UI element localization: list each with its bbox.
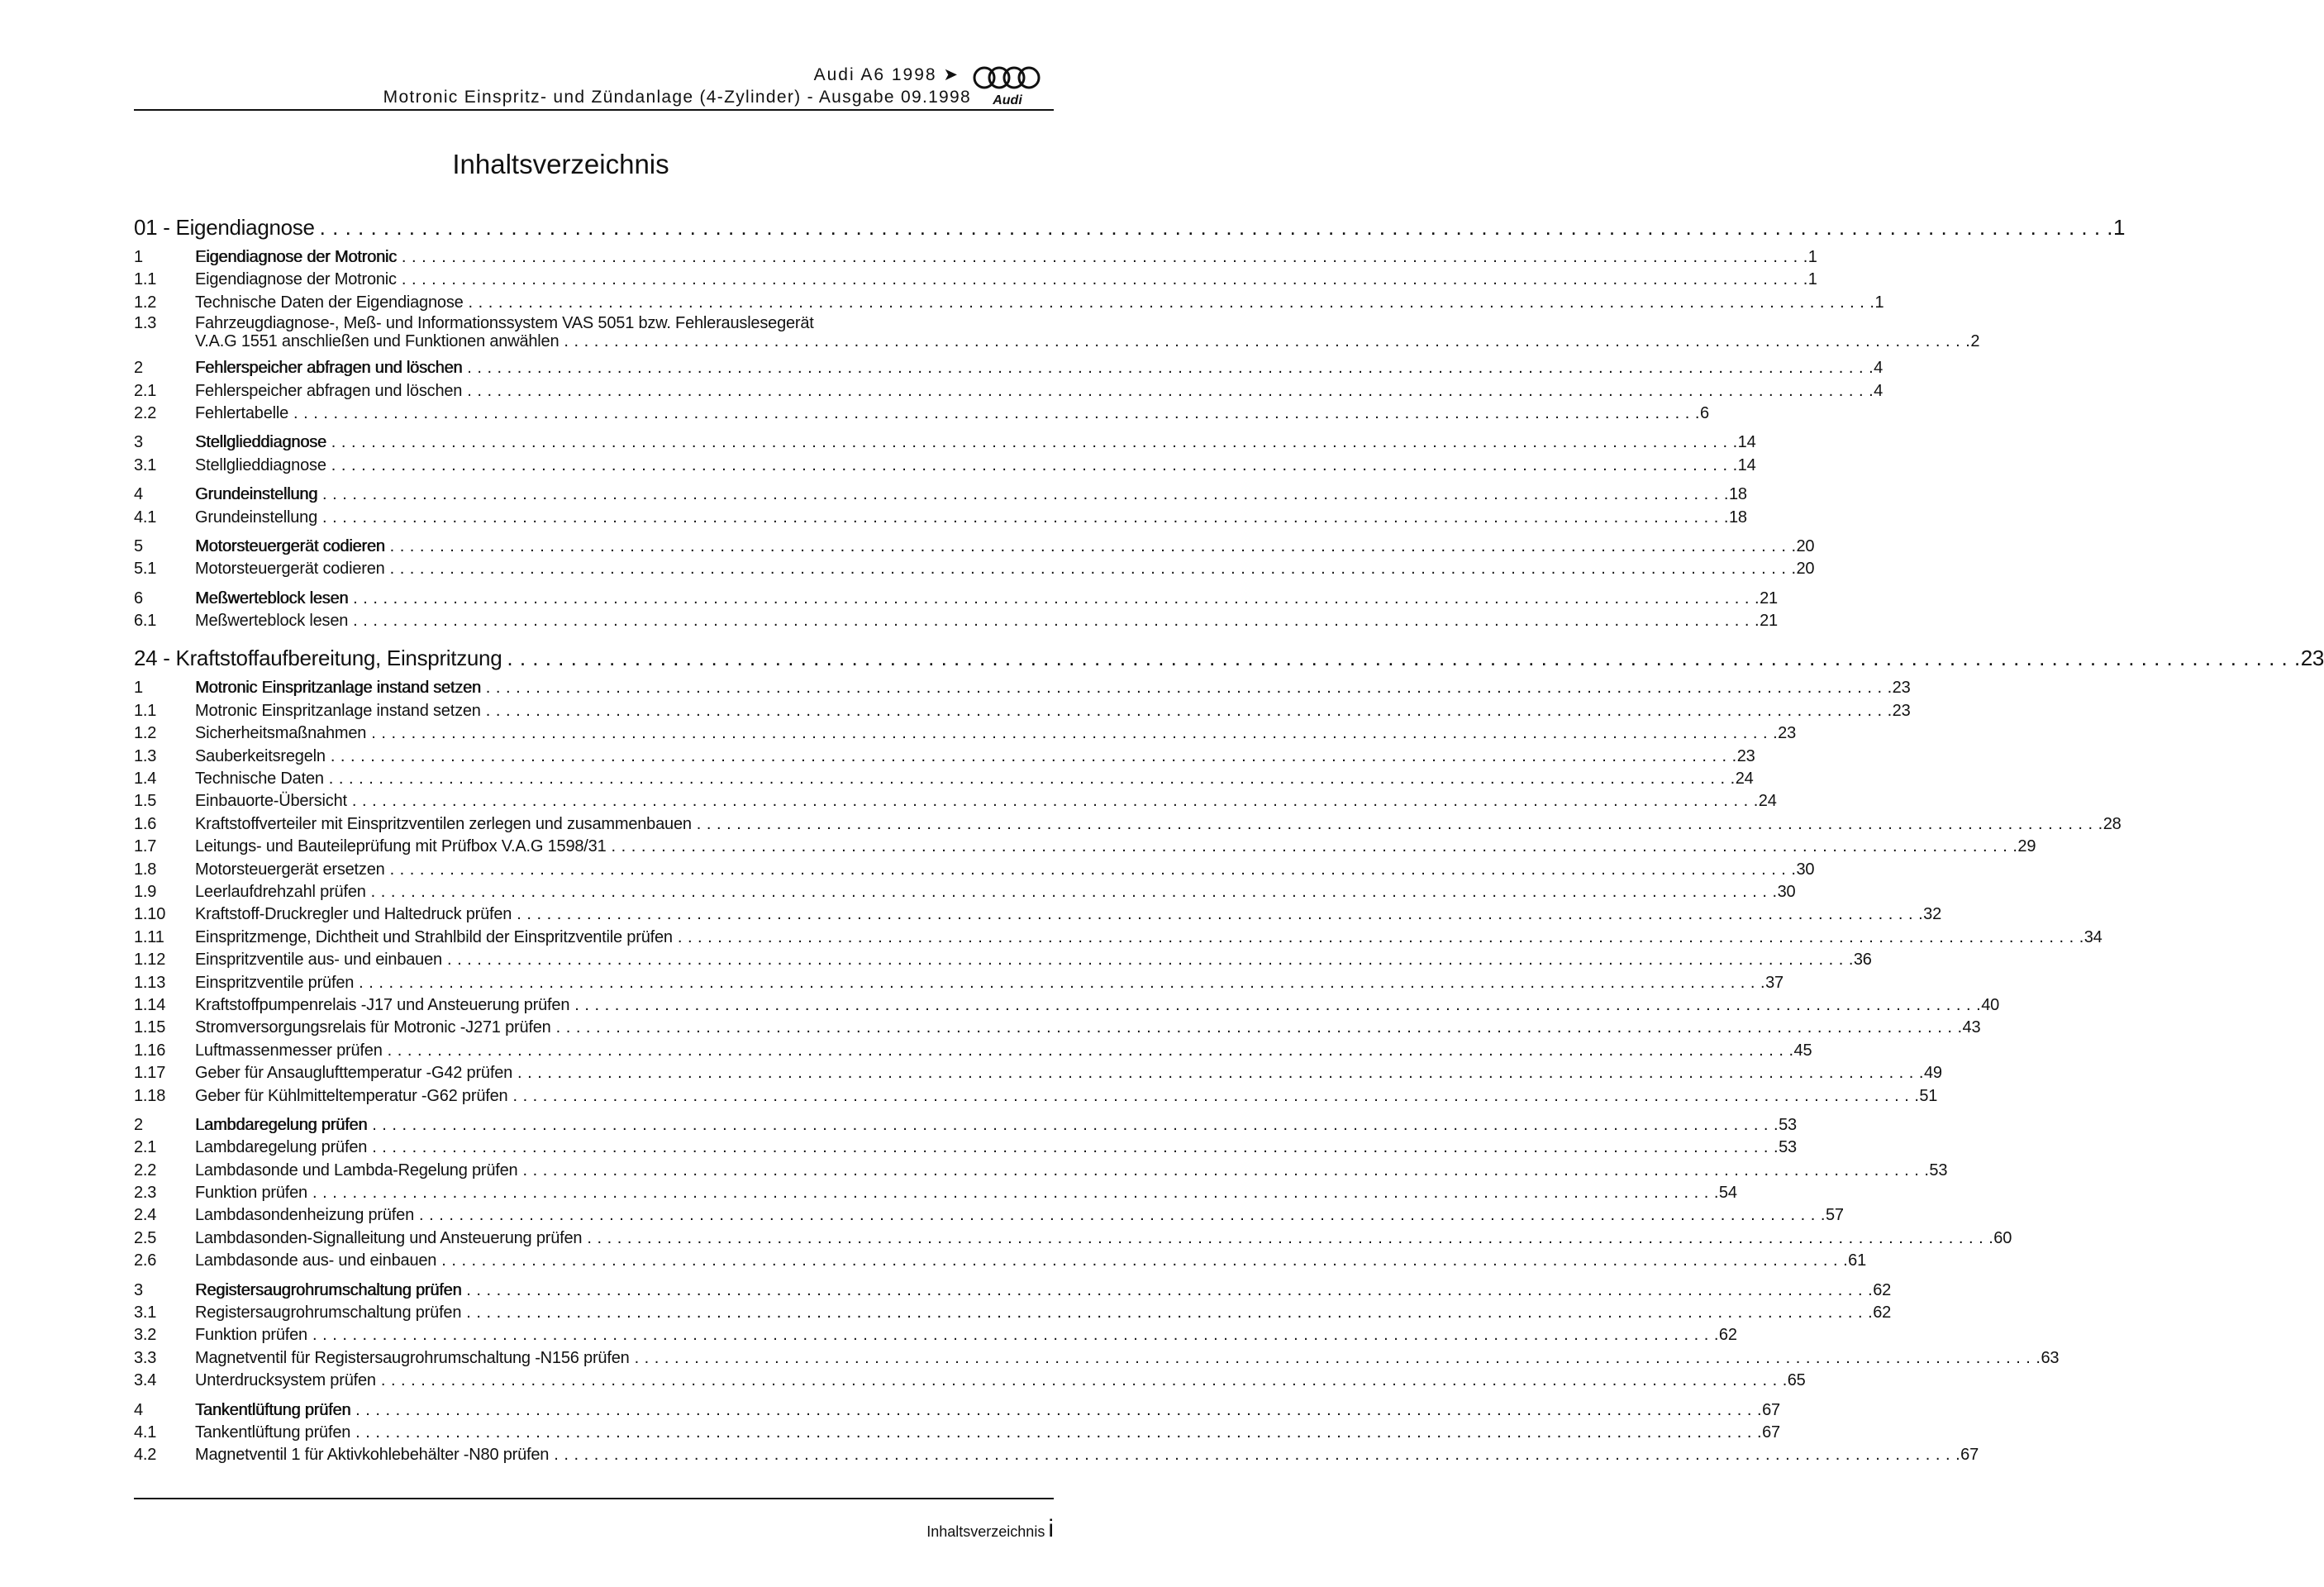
toc-entry-row[interactable] <box>134 836 2036 858</box>
toc-entry-row[interactable] <box>134 1399 1780 1422</box>
entry-page-number: 18 <box>1728 485 1747 504</box>
leader-dots <box>517 1062 1924 1084</box>
entry-page-number: 1 <box>1807 270 1817 289</box>
entry-page-number: 14 <box>1737 455 1756 474</box>
toc-entry-row[interactable] <box>134 1280 1892 1302</box>
toc-entry-row[interactable] <box>134 314 1980 351</box>
entry-title: Unterdrucksystem prüfen <box>195 1371 376 1390</box>
header-subtitle: Motronic Einspritz- und Zündanlage (4-Zylinder) - Ausgabe 09.1998 <box>383 88 971 107</box>
entry-title: Tankentlüftung prüfen <box>195 1423 351 1442</box>
spacer <box>134 477 1032 484</box>
entry-page-number: 67 <box>1762 1423 1780 1442</box>
toc-entry-row[interactable] <box>134 558 1815 580</box>
entry-title-line2 <box>195 332 1979 350</box>
svg-text:Audi: Audi <box>993 93 1022 107</box>
entry-title: Registersaugrohrumschaltung prüfen <box>195 1280 462 1299</box>
entry-number: 1.14 <box>134 995 166 1014</box>
entry-number: 2.4 <box>134 1206 157 1225</box>
leader-dots <box>331 431 1738 454</box>
page-title: Inhaltsverzeichnis <box>452 149 669 179</box>
entry-page-number: 20 <box>1796 560 1815 579</box>
spacer <box>134 1108 1032 1114</box>
leader-dots <box>320 213 2113 241</box>
entry-page-number: 62 <box>1873 1280 1892 1299</box>
entry-title: Registersaugrohrumschaltung prüfen <box>195 1303 462 1322</box>
entry-title: Fehlerspeicher abfragen und löschen <box>195 359 463 378</box>
entry-number: 1.13 <box>134 973 166 992</box>
leader-dots <box>371 722 1778 745</box>
entry-number: 1.3 <box>134 746 157 765</box>
leader-dots <box>467 380 1874 403</box>
entry-title: Leitungs- und Bauteileprüfung mit Prüfbox V.A.G 1598/31 <box>195 837 607 856</box>
leader-dots <box>322 507 1729 529</box>
leader-dots <box>678 927 2084 949</box>
toc-entry-row[interactable] <box>134 455 1756 477</box>
entry-title: Lambdasondenheizung prüfen <box>195 1206 415 1225</box>
toc-entry-row[interactable] <box>134 746 1755 768</box>
entry-title: Einspritzventile prüfen <box>195 973 355 992</box>
entry-page-number: 20 <box>1796 536 1815 555</box>
entry-page-number: 63 <box>2041 1348 2060 1367</box>
toc-entry-row[interactable] <box>134 269 1817 291</box>
leader-dots <box>372 1114 1779 1137</box>
leader-dots <box>574 994 1981 1017</box>
toc-entry-row[interactable] <box>134 1017 1981 1039</box>
entry-number: 2.6 <box>134 1251 157 1270</box>
leader-dots <box>331 746 1737 768</box>
entry-number: 4 <box>134 485 143 504</box>
entry-page-number: 53 <box>1929 1160 1948 1180</box>
entry-title: Eigendiagnose der Motronic <box>195 270 397 289</box>
entry-page-number: 61 <box>1848 1251 1866 1270</box>
leader-dots <box>355 1422 1762 1444</box>
toc-entry-row[interactable] <box>134 1227 2012 1250</box>
toc-entry-row[interactable] <box>134 1370 1806 1392</box>
entry-title: Stellglieddiagnose <box>195 433 326 452</box>
toc-entry-row[interactable] <box>134 1302 1892 1324</box>
entry-number: 1.18 <box>134 1086 166 1105</box>
toc-entry-row[interactable] <box>134 1137 1797 1159</box>
chapter-page-number: 23 <box>2300 646 2324 671</box>
leader-dots <box>381 1370 1788 1392</box>
entry-title: Stellglieddiagnose <box>195 455 326 474</box>
entry-title: Geber für Ansauglufttemperatur -G42 prüfen <box>195 1064 513 1083</box>
entry-number: 1.15 <box>134 1018 166 1037</box>
toc-entry-row[interactable] <box>134 1250 1866 1272</box>
entry-number: 4.2 <box>134 1446 157 1465</box>
entry-page-number: 32 <box>1923 905 1942 924</box>
toc-entry-row[interactable] <box>134 484 1747 506</box>
leader-dots <box>564 332 1970 350</box>
leader-dots <box>697 813 2103 836</box>
toc-entry-row[interactable] <box>134 677 1911 699</box>
entry-page-number: 24 <box>1758 792 1777 811</box>
entry-number: 2.1 <box>134 1138 157 1157</box>
entry-number: 3 <box>134 1280 143 1299</box>
leader-dots <box>390 859 1797 881</box>
entry-page-number: 21 <box>1760 589 1778 608</box>
header-rule <box>134 109 1054 111</box>
entry-title: Kraftstoffverteiler mit Einspritzventilen zerlegen und zusammenbauen <box>195 814 692 833</box>
entry-title: Lambdasonden-Signalleitung und Ansteuerung prüfen <box>195 1228 583 1247</box>
entry-title: Lambdaregelung prüfen <box>195 1138 368 1157</box>
entry-number: 2 <box>134 1115 143 1134</box>
entry-number: 3 <box>134 433 143 452</box>
toc-entry-row[interactable] <box>134 1040 1812 1062</box>
entry-number: 1.17 <box>134 1064 166 1083</box>
entry-title: Grundeinstellung <box>195 508 318 527</box>
entry-title: Eigendiagnose der Motronic <box>195 248 397 266</box>
toc-entry-row[interactable] <box>134 994 2000 1017</box>
toc-entry-row[interactable] <box>134 1204 1844 1227</box>
page-header <box>134 64 1054 111</box>
entry-page-number: 30 <box>1796 860 1815 879</box>
entry-number: 1.11 <box>134 927 164 946</box>
leader-dots <box>312 1182 1719 1204</box>
toc-entry-row[interactable] <box>134 536 1815 558</box>
entry-page-number: 62 <box>1873 1303 1892 1322</box>
entry-title: Fahrzeugdiagnose-, Meß- und Informationssystem VAS 5051 bzw. Fehlerauslesegerät <box>195 314 814 333</box>
leader-dots <box>371 881 1778 903</box>
leader-dots <box>447 949 1854 971</box>
entry-number: 1.1 <box>134 270 157 289</box>
spacer <box>134 350 1032 357</box>
leader-dots <box>512 1085 1919 1108</box>
entry-title: Sicherheitsmaßnahmen <box>195 724 367 743</box>
entry-number: 1.5 <box>134 792 157 811</box>
entry-page-number: 65 <box>1787 1371 1806 1390</box>
entry-page-number: 6 <box>1699 403 1709 422</box>
toc-entry-row[interactable] <box>134 610 1778 632</box>
entry-number: 1.3 <box>134 314 157 333</box>
entry-page-number: 14 <box>1737 433 1756 452</box>
toc-entry-row[interactable] <box>134 813 2122 836</box>
entry-title: Funktion prüfen <box>195 1326 307 1345</box>
entry-title: Technische Daten der Eigendiagnose <box>195 293 464 312</box>
entry-page-number: 28 <box>2103 814 2122 833</box>
entry-page-number: 60 <box>1993 1228 2012 1247</box>
entry-title: Motorsteuergerät ersetzen <box>195 860 385 879</box>
leader-dots <box>372 1137 1779 1159</box>
entry-title: Kraftstoff-Druckregler und Haltedruck prüfen <box>195 905 512 924</box>
entry-number: 1.16 <box>134 1041 166 1060</box>
entry-number: 1.4 <box>134 770 157 789</box>
entry-page-number: 36 <box>1853 951 1872 970</box>
entry-page-number: 51 <box>1919 1086 1938 1105</box>
toc-entry-row[interactable] <box>134 1444 1979 1466</box>
toc-entry-row[interactable] <box>134 881 1796 903</box>
spacer <box>134 1273 1032 1280</box>
entry-page-number: 49 <box>1923 1064 1942 1083</box>
toc-entry-row[interactable] <box>134 1347 2060 1370</box>
entry-title-block <box>195 314 1979 350</box>
toc-entry-row[interactable] <box>134 949 1872 971</box>
entry-title: Motronic Einspritzanlage instand setzen <box>195 701 481 720</box>
entry-title: Einbauorte-Übersicht <box>195 792 347 811</box>
entry-title: Leerlaufdrehzahl prüfen <box>195 882 366 901</box>
entry-number: 1.10 <box>134 905 166 924</box>
entry-number: 3.3 <box>134 1348 157 1367</box>
chapter-page-number: 1 <box>2113 215 2126 240</box>
entry-title: Geber für Kühlmitteltemperatur -G62 prüfen <box>195 1086 508 1105</box>
entry-page-number: 53 <box>1779 1115 1797 1134</box>
entry-number: 2.3 <box>134 1184 157 1203</box>
entry-page-number: 4 <box>1874 359 1883 378</box>
entry-page-number: 57 <box>1825 1206 1844 1225</box>
leader-dots <box>466 1280 1873 1302</box>
toc-entry-row[interactable] <box>134 1085 1938 1108</box>
entry-page-number: 67 <box>1762 1400 1780 1419</box>
toc-entry-row[interactable] <box>134 768 1754 790</box>
leader-dots <box>469 292 1875 314</box>
leader-dots <box>554 1444 1960 1466</box>
leader-dots <box>293 403 1700 425</box>
footer-rule <box>134 1498 1054 1499</box>
entry-page-number: 23 <box>1736 746 1755 765</box>
toc-entry-row[interactable] <box>134 357 1883 379</box>
toc-entry-row[interactable] <box>134 1422 1780 1444</box>
spacer <box>134 632 1032 644</box>
spacer <box>134 581 1032 588</box>
entry-number: 1.2 <box>134 293 157 312</box>
toc-entry-row[interactable] <box>134 927 2103 949</box>
leader-dots <box>587 1227 1993 1250</box>
spacer <box>134 425 1032 431</box>
entry-page-number: 1 <box>1874 293 1884 312</box>
entry-title: Stromversorgungsrelais für Motronic -J271 prüfen <box>195 1018 551 1037</box>
entry-title: Motronic Einspritzanlage instand setzen <box>195 679 481 698</box>
chapter-title: 01 - Eigendiagnose <box>134 215 315 240</box>
leader-dots <box>486 700 1893 722</box>
entry-number: 1 <box>134 679 143 698</box>
entry-title: Motorsteuergerät codieren <box>195 536 385 555</box>
entry-number: 1.6 <box>134 814 157 833</box>
entry-number: 1.12 <box>134 951 166 970</box>
spacer <box>134 1393 1032 1399</box>
toc-entry-row[interactable] <box>134 380 1883 403</box>
entry-number: 3.1 <box>134 1303 157 1322</box>
toc-entry-row[interactable] <box>134 972 1783 994</box>
leader-dots <box>517 903 1923 926</box>
entry-page-number: 29 <box>2017 837 2036 856</box>
entry-title-continued: V.A.G 1551 anschließen und Funktionen anwählen <box>195 332 560 351</box>
toc-entry-row[interactable] <box>134 1324 1737 1346</box>
table-of-contents <box>134 213 2324 1467</box>
entry-page-number: 54 <box>1718 1184 1737 1203</box>
entry-title: Lambdaregelung prüfen <box>195 1115 368 1134</box>
entry-page-number: 40 <box>1981 995 2000 1014</box>
entry-number: 3.4 <box>134 1371 157 1390</box>
entry-title: Lambdasonde aus- und einbauen <box>195 1251 437 1270</box>
leader-dots <box>402 269 1808 291</box>
toc-entry-row[interactable] <box>134 1062 1942 1084</box>
leader-dots <box>352 790 1759 813</box>
toc-entry-row[interactable] <box>134 1160 1948 1182</box>
audi-logo <box>969 64 1045 109</box>
entry-number: 1.7 <box>134 837 157 856</box>
entry-number: 1.9 <box>134 882 157 901</box>
toc-entry-row[interactable] <box>134 588 1778 610</box>
leader-dots <box>329 768 1736 790</box>
entry-page-number: 18 <box>1728 508 1747 527</box>
entry-page-number: 23 <box>1778 724 1796 743</box>
toc-entry-row[interactable] <box>134 700 1911 722</box>
entry-title: Sauberkeitsregeln <box>195 746 326 765</box>
leader-dots <box>507 644 2300 672</box>
entry-title: Kraftstoffpumpenrelais -J17 und Ansteuerung prüfen <box>195 995 570 1014</box>
entry-title: Einspritzventile aus- und einbauen <box>195 951 442 970</box>
entry-title: Meßwerteblock lesen <box>195 612 349 631</box>
entry-number: 2.1 <box>134 381 157 400</box>
leader-dots <box>388 1040 1794 1062</box>
leader-dots <box>390 536 1797 558</box>
toc-entry-row[interactable] <box>134 859 1815 881</box>
entry-number: 1.2 <box>134 724 157 743</box>
entry-title: Motorsteuergerät codieren <box>195 560 385 579</box>
entry-page-number: 53 <box>1779 1138 1797 1157</box>
toc-chapter-row[interactable] <box>134 213 2126 241</box>
entry-page-number: 30 <box>1777 882 1796 901</box>
leader-dots <box>322 484 1729 506</box>
toc-entry-row[interactable] <box>134 246 1817 269</box>
entry-page-number: 62 <box>1718 1326 1737 1345</box>
entry-title: Funktion prüfen <box>195 1184 307 1203</box>
entry-title: Lambdasonde und Lambda-Regelung prüfen <box>195 1160 518 1180</box>
entry-title: Luftmassenmesser prüfen <box>195 1041 383 1060</box>
entry-page-number: 34 <box>2084 927 2103 946</box>
toc-entry-row[interactable] <box>134 431 1756 454</box>
entry-title: Fehlertabelle <box>195 403 289 422</box>
toc-entry-row[interactable] <box>134 903 1942 926</box>
entry-number: 3.1 <box>134 455 157 474</box>
entry-number: 1.1 <box>134 701 157 720</box>
entry-number: 2.5 <box>134 1228 157 1247</box>
entry-number: 4.1 <box>134 1423 157 1442</box>
toc-entry-row[interactable] <box>134 403 1709 425</box>
entry-title: Technische Daten <box>195 770 324 789</box>
leader-dots <box>466 1302 1873 1324</box>
leader-dots <box>419 1204 1826 1227</box>
entry-title: Fehlerspeicher abfragen und löschen <box>195 381 463 400</box>
entry-page-number: 2 <box>1970 332 1980 351</box>
entry-number: 2.2 <box>134 1160 157 1180</box>
toc-chapter-row[interactable] <box>134 644 2324 672</box>
entry-page-number: 37 <box>1765 973 1783 992</box>
entry-number: 1.8 <box>134 860 157 879</box>
toc-entry-row[interactable] <box>134 1114 1797 1137</box>
entry-number: 2 <box>134 359 143 378</box>
entry-title: Magnetventil für Registersaugrohrumschaltung -N156 prüfen <box>195 1348 630 1367</box>
page-footer <box>926 1515 1054 1543</box>
leader-dots <box>441 1250 1848 1272</box>
leader-dots <box>359 972 1765 994</box>
leader-dots <box>353 588 1760 610</box>
entry-number: 5 <box>134 536 143 555</box>
entry-number: 5.1 <box>134 560 157 579</box>
entry-page-number: 43 <box>1962 1018 1981 1037</box>
leader-dots <box>390 558 1797 580</box>
entry-page-number: 23 <box>1892 701 1911 720</box>
entry-number: 6 <box>134 589 143 608</box>
leader-dots <box>522 1160 1929 1182</box>
entry-number: 1 <box>134 248 143 266</box>
leader-dots <box>312 1324 1719 1346</box>
entry-title: Einspritzmenge, Dichtheit und Strahlbild der Einspritzventile prüfen <box>195 927 673 946</box>
leader-dots <box>486 677 1893 699</box>
toc-entry-row[interactable] <box>134 292 1884 314</box>
entry-page-number: 1 <box>1807 248 1817 266</box>
entry-title: Meßwerteblock lesen <box>195 589 349 608</box>
entry-title: Magnetventil 1 für Aktivkohlebehälter -N80 prüfen <box>195 1446 550 1465</box>
footer-page-number: i <box>1048 1515 1054 1542</box>
leader-dots <box>331 455 1738 477</box>
leader-dots <box>355 1399 1762 1422</box>
leader-dots <box>353 610 1760 632</box>
toc-entry-row[interactable] <box>134 507 1747 529</box>
leader-dots <box>612 836 2018 858</box>
entry-page-number: 4 <box>1874 381 1883 400</box>
footer-label: Inhaltsverzeichnis <box>926 1523 1045 1540</box>
entry-page-number: 45 <box>1793 1041 1812 1060</box>
entry-number: 6.1 <box>134 612 157 631</box>
chapter-title: 24 - Kraftstoffaufbereitung, Einspritzung <box>134 646 502 671</box>
toc-entry-row[interactable] <box>134 722 1796 745</box>
spacer <box>134 529 1032 536</box>
entry-title: Grundeinstellung <box>195 485 318 504</box>
header-model: Audi A6 1998 ➤ <box>813 65 960 84</box>
entry-page-number: 24 <box>1735 770 1754 789</box>
entry-title: Tankentlüftung prüfen <box>195 1400 351 1419</box>
entry-page-number: 21 <box>1760 612 1778 631</box>
entry-number: 2.2 <box>134 403 157 422</box>
toc-entry-row[interactable] <box>134 790 1777 813</box>
leader-dots <box>556 1017 1963 1039</box>
leader-dots <box>635 1347 2041 1370</box>
entry-number: 4.1 <box>134 508 157 527</box>
leader-dots <box>467 357 1874 379</box>
entry-number: 4 <box>134 1400 143 1419</box>
leader-dots <box>402 246 1808 269</box>
entry-page-number: 23 <box>1892 679 1911 698</box>
entry-page-number: 67 <box>1960 1446 1979 1465</box>
entry-number: 3.2 <box>134 1326 157 1345</box>
toc-entry-row[interactable] <box>134 1182 1737 1204</box>
